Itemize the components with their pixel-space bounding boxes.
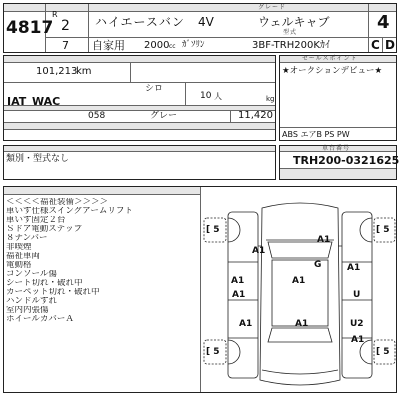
inspection-note: 車いす固定２台	[6, 216, 66, 225]
notes-label-band	[4, 146, 275, 152]
divider	[45, 37, 396, 38]
transmission: IAT	[7, 95, 27, 108]
month: 7	[62, 39, 69, 52]
sales-point-text: ★オークションデビュー★	[282, 66, 383, 76]
divider	[130, 63, 131, 82]
damage-mark: U2	[350, 319, 364, 329]
tire-mark: [ 5	[206, 225, 220, 235]
seating-capacity: 10	[200, 91, 212, 101]
model-name: ハイエースバン	[95, 15, 185, 29]
exterior-grade: D	[385, 38, 395, 52]
vehicle-damage-diagram	[201, 196, 396, 392]
damage-mark: A1	[239, 319, 253, 329]
damage-mark: G	[314, 260, 322, 270]
inspection-note: シート切れ・破れ中	[6, 279, 83, 288]
mileage: 101,213	[36, 66, 78, 77]
inspection-note: ＜＜＜＜福祉装備＞＞＞＞	[6, 198, 109, 207]
inspection-note: 車いす仕様スイングアームリフト	[6, 207, 133, 216]
inspection-note: ８ナンバー	[6, 234, 48, 243]
grade-label: グレード	[258, 4, 287, 11]
divider	[280, 127, 396, 128]
damage-mark: U	[353, 290, 361, 300]
inspection-note: ハンドルすれ	[6, 297, 58, 306]
body-color: シロ	[145, 84, 164, 94]
divider	[230, 111, 231, 122]
divider	[88, 4, 89, 52]
inspection-note: 電動格	[6, 261, 32, 270]
body-type: 4V	[198, 15, 214, 29]
inspection-note: 非喫煙	[6, 243, 32, 252]
tire-mark: [ 5	[206, 347, 220, 357]
chassis-bottom-band	[280, 168, 396, 179]
header-label-band	[4, 4, 396, 12]
score: 4	[377, 12, 390, 33]
inspection-label-band	[4, 187, 200, 195]
damage-mark: A1	[292, 276, 306, 286]
rear-bumper-line	[262, 370, 338, 374]
lot-number: 4817	[6, 18, 54, 38]
grade: ウェルキャブ	[258, 15, 330, 29]
displacement-unit: cc	[169, 43, 176, 50]
era: R	[52, 10, 58, 19]
details-label-band	[4, 56, 275, 63]
displacement: 2000	[144, 40, 170, 51]
divider	[4, 82, 275, 83]
divider	[382, 37, 383, 52]
usage: 自家用	[92, 39, 125, 52]
inspection-note: Ｓドア電動ステップ	[6, 225, 83, 234]
divider	[368, 4, 369, 52]
damage-mark: A1	[231, 276, 245, 286]
chassis-number: TRH200-0321625	[293, 154, 400, 167]
equipment-list: ABS エアB PS PW	[282, 130, 350, 139]
sales-point-label: セールスポイント	[302, 55, 358, 62]
inspection-note: コンソール傷	[6, 270, 57, 279]
damage-mark: A1	[295, 319, 309, 329]
model-code: 3BF-TRH200Kｶｲ	[252, 40, 330, 51]
interior-color: グレー	[150, 111, 178, 121]
weight-unit: kg	[266, 95, 275, 103]
aircon: WAC	[32, 95, 61, 108]
inspection-note: カーペット切れ・破れ中	[6, 288, 100, 297]
interior-grade: C	[371, 38, 380, 52]
tire-mark: [ 5	[376, 225, 390, 235]
damage-mark: A1	[347, 263, 361, 273]
inspection-note: 室内内張傷	[6, 306, 49, 315]
tire-mark: [ 5	[376, 347, 390, 357]
divider	[185, 82, 186, 105]
color-code: 058	[88, 111, 106, 121]
year: 2	[61, 18, 70, 34]
damage-mark: A1	[317, 235, 331, 245]
mileage-unit: km	[76, 66, 92, 77]
damage-mark: A1	[232, 290, 246, 300]
seating-capacity-unit: 人	[214, 92, 222, 101]
notes-text: 類別・型式なし	[6, 154, 70, 164]
details-label-band	[4, 123, 275, 130]
damage-mark: A1	[252, 246, 266, 256]
chassis-label: 車台番号	[322, 145, 351, 152]
type-label: 型式	[283, 29, 298, 36]
fuel: ｶﾞｿﾘﾝ	[182, 40, 205, 50]
inspection-notes	[6, 198, 198, 324]
recycle-fee: 11,420	[238, 110, 273, 121]
rear-window	[268, 328, 332, 342]
inspection-note: ホイールカバーＡ	[6, 315, 74, 324]
inspection-note: 福祉車両	[6, 252, 41, 261]
damage-mark: A1	[351, 335, 365, 345]
